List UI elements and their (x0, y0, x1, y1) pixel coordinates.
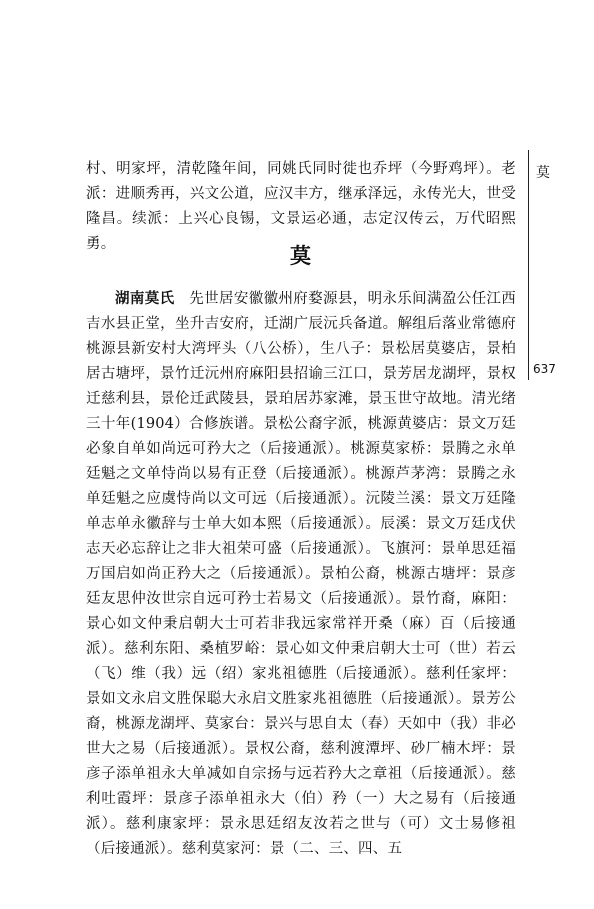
page-number: 637 (533, 362, 556, 376)
section-title: 莫 (290, 244, 312, 268)
margin-rule (528, 150, 529, 380)
entry-paragraph (86, 287, 516, 862)
entry-spacer (174, 291, 189, 307)
running-head: 莫 (536, 165, 550, 181)
entry-body: 先世居安徽徽州府婺源县，明永乐间满盈公任江西吉水县正堂，坐升吉安府，迁湖广辰沅兵备道。解组后落业常德府桃源县新安村大湾坪头（八公桥），生八子：景松居莫婆店，景柏居古塘坪，景竹迁沅州府麻阳县招谕三江口，景芳居龙湖坪，景权迁慈利县，景伦迁武陵县，景珀居苏家滩，景玉世守故地。清光绪三十年(1904）合修族谱。景松公裔字派，桃源黄婆店：景文万廷必象自单如尚远可矜大之（后接通派）。桃源莫家桥：景腾之永单廷魁之文单恃尚以易有正登（后接通派）。桃源芦茅湾：景腾之永单廷魁之应虞恃尚以文可远（后接通派）。沅陵兰溪：景文万廷隆单志单永徽辞与士单大如本熙（后接通派）。辰溪：景文万廷戊伏志天必忘辞让之非大祖荣可盛（后接通派）。飞旗河：景单思廷福万国启如尚正矜大之（后接通派）。景柏公裔，桃源古塘坪：景彦廷友思仲汝世宗自远可矜士若易文（后接通派）。景竹裔，麻阳：景心如文仲秉启朝大士可若非我远家常祥开桑（麻）百（后接通派）。慈利东阳、桑植罗峪：景心如文仲秉启朝大士可（世）若云（飞）维（我）远（绍）家兆祖德胜（后接通派）。慈利任家坪：景如文永启文胜保聪大永启文胜家兆祖德胜（后接通派）。景芳公裔，桃源龙湖坪、莫家台：景兴与思自太（春）天如中（我）非必世大之易（后接通派）。景权公裔，慈利渡潭坪、砂厂楠木坪：景彦子添单祖永大单减如自宗扬与远若矜大之章祖（后接通派）。慈利吐霞坪：景彦子添单祖永大（伯）矜（一）大之易有（后接通派）。慈利康家坪：景永思廷绍友汝若之世与（可）文士易修祖（后接通派）。慈利莫家河：景（二、三、四、五 (86, 291, 516, 857)
intro-text: 村、明家坪，清乾隆年间，同姚氏同时徙也乔坪（今野鸡坪）。老派：进顺秀再，兴文公道，应汉丰方，继承泽远，永传光大，世受隆昌。续派：上兴心良锡，文景运必通，志定汉传云，万代昭熙勇。 (86, 161, 516, 252)
entry-heading: 湖南莫氏 (115, 291, 175, 307)
